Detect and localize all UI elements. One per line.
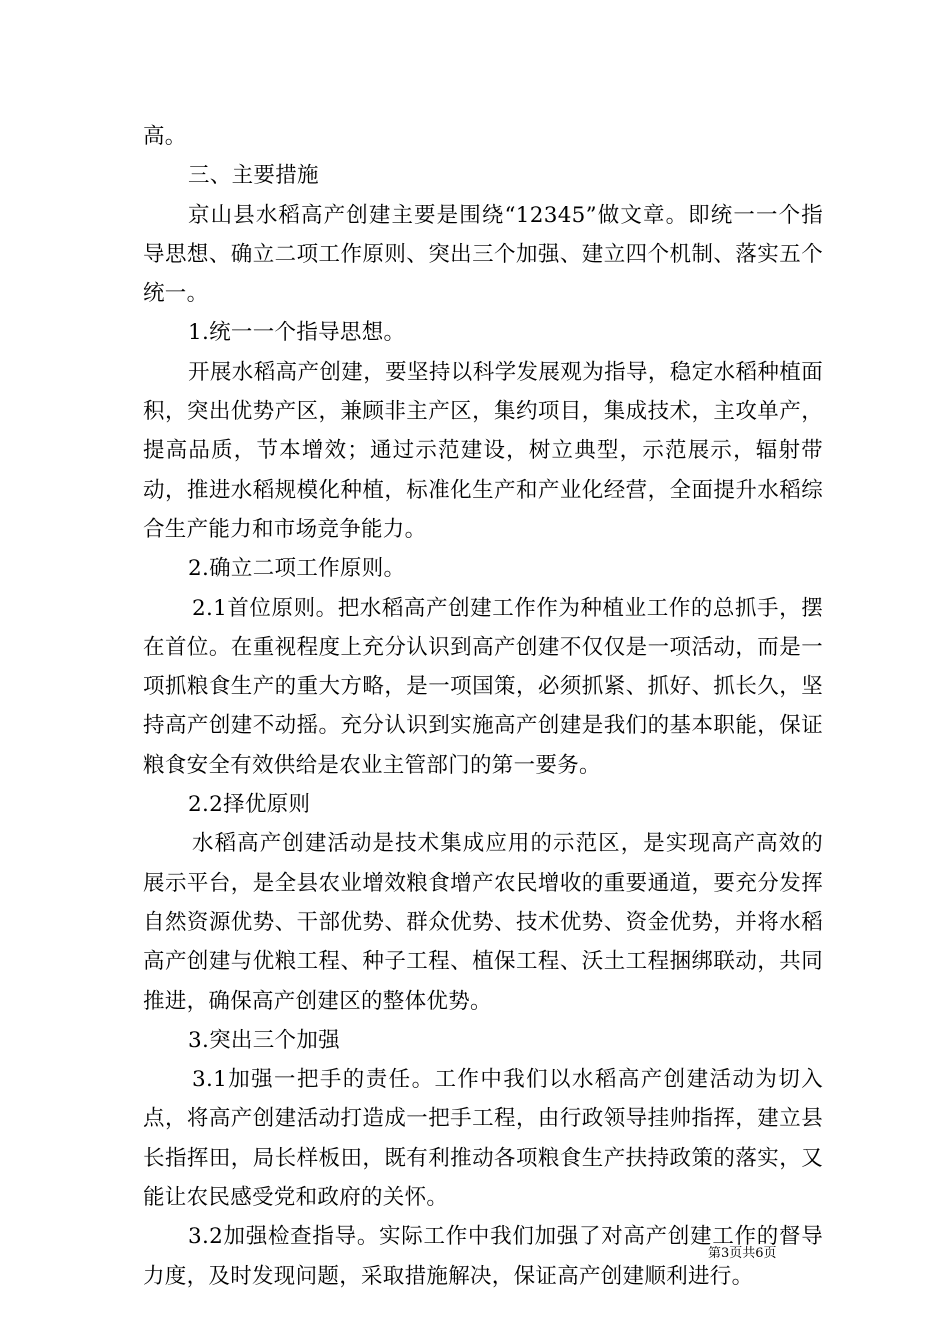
paragraph: 开展水稻高产创建，要坚持以科学发展观为指导，稳定水稻种植面积，突出优势产区，兼顾非主产区，集约项目，集成技术，主攻单产，提高品质，节本增效；通过示范建设，树立典型，示范展示，辐射带动，推进水稻规模化种植，标准化生产和产业化经营，全面提升水稻综合生产能力和市场竞争能力。 xyxy=(143,359,823,542)
section-heading: 三、主要措施 xyxy=(188,163,319,189)
paragraph: 京山县水稻高产创建主要是围绕“12345”做文章。即统一一个指导思想、确立二项工作原则、突出三个加强、建立四个机制、落实五个统一。 xyxy=(143,202,823,307)
page-number-footer: 第3页共6页 xyxy=(708,1246,777,1261)
paragraph: 2.1首位原则。把水稻高产创建工作作为种植业工作的总抓手，摆在首位。在重视程度上充分认识到高产创建不仅仅是一项活动，而是一项抓粮食生产的重大方略，是一项国策，必须抓紧、抓好、抓长久，坚持高产创建不动摇。充分认识到实施高产创建是我们的基本职能，保证粮食安全有效供给是农业主管部门的第一要务。 xyxy=(143,595,823,778)
paragraph: 3.2加强检查指导。实际工作中我们加强了对高产创建工作的督导力度，及时发现问题，采取措施解决，保证高产创建顺利进行。 xyxy=(143,1224,823,1289)
subsection-heading: 3.突出三个加强 xyxy=(188,1027,340,1053)
subsection-heading: 2.2择优原则 xyxy=(188,792,311,818)
paragraph: 水稻高产创建活动是技术集成应用的示范区，是实现高产高效的展示平台，是全县农业增效粮食增产农民增收的重要通道，要充分发挥自然资源优势、干部优势、群众优势、技术优势、资金优势，并将水稻高产创建与优粮工程、种子工程、植保工程、沃土工程捆绑联动，共同推进，确保高产创建区的整体优势。 xyxy=(143,831,823,1014)
subsection-heading: 2.确立二项工作原则。 xyxy=(188,556,406,582)
paragraph: 3.1加强一把手的责任。工作中我们以水稻高产创建活动为切入点，将高产创建活动打造成一把手工程，由行政领导挂帅指挥，建立县长指挥田，局长样板田，既有利推动各项粮食生产扶持政策的落实，又能让农民感受党和政府的关怀。 xyxy=(143,1067,823,1211)
subsection-heading: 1.统一一个指导思想。 xyxy=(188,320,406,346)
paragraph-continuation: 高。 xyxy=(143,124,187,149)
document-body xyxy=(143,117,823,1296)
